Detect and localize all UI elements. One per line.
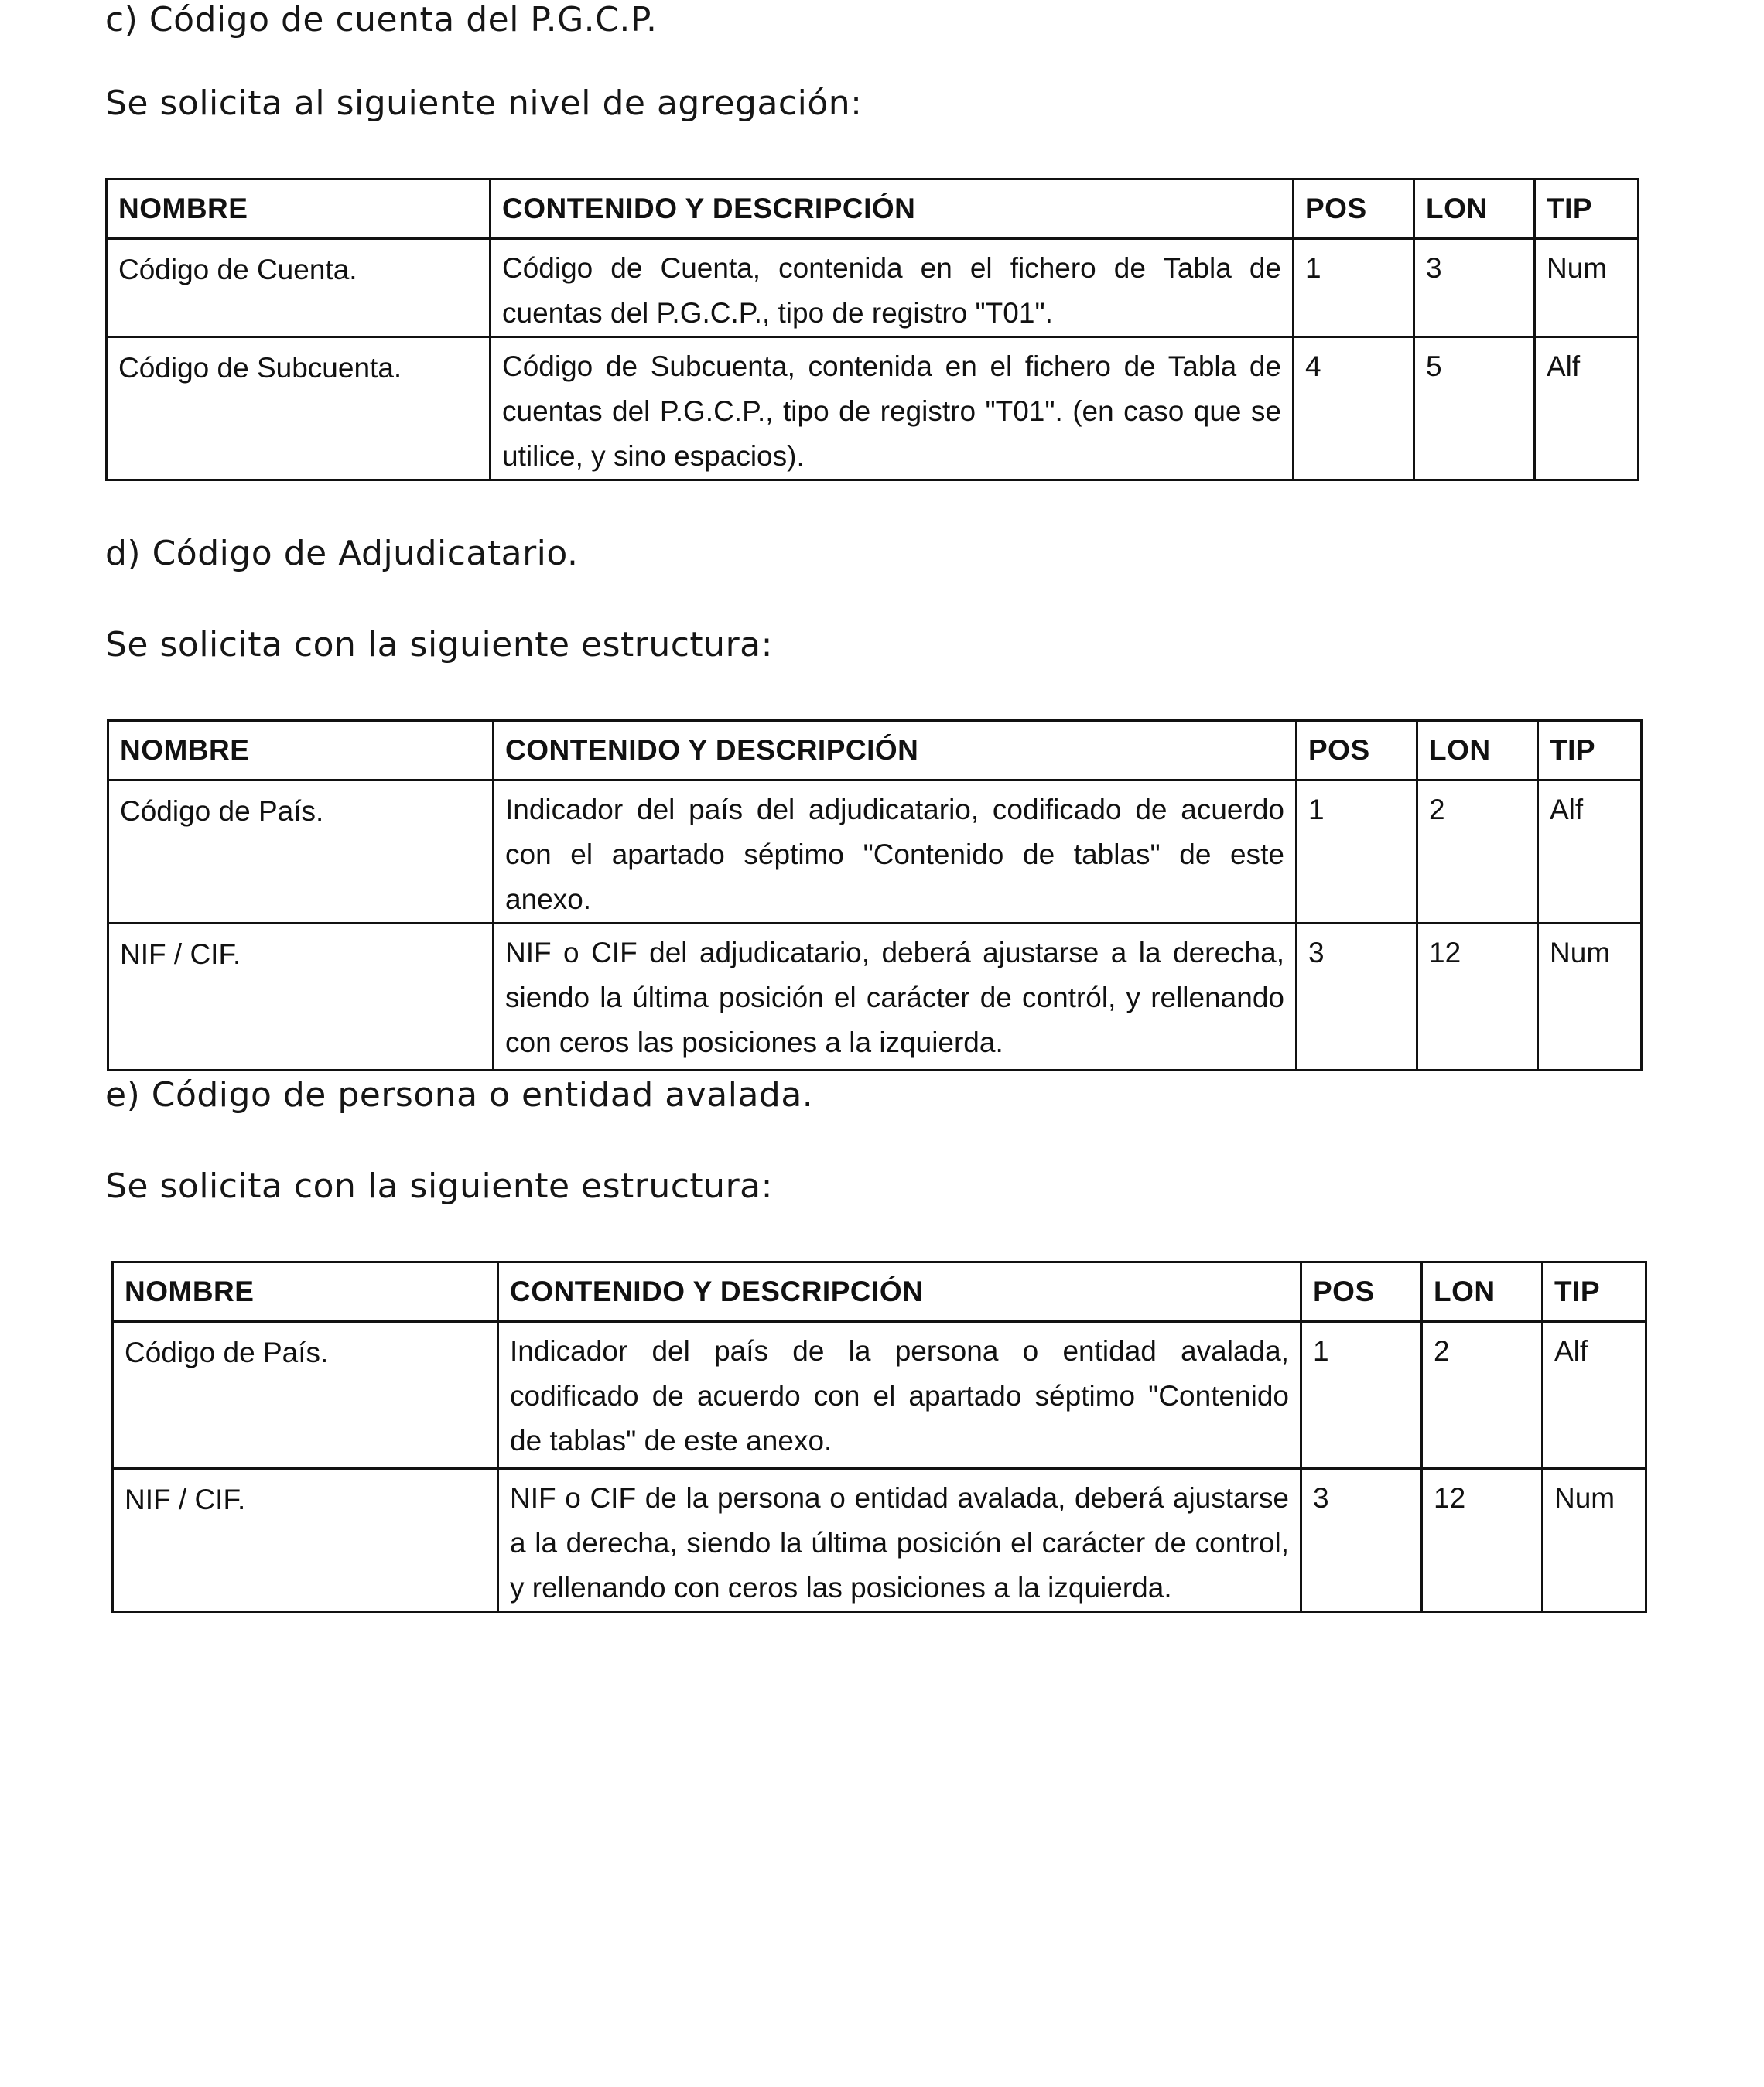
cell-nombre: Código de Cuenta. [107,239,491,337]
section-c-intro: Se solicita al siguiente nivel de agregación: [105,84,863,123]
header-contenido: CONTENIDO Y DESCRIPCIÓN [491,179,1294,239]
cell-nombre: NIF / CIF. [113,1469,498,1612]
cell-lon: 2 [1422,1322,1543,1469]
cell-lon: 3 [1414,239,1535,337]
cell-nombre: Código de País. [108,780,494,924]
header-nombre: NOMBRE [107,179,491,239]
cell-tip: Num [1538,924,1642,1071]
cell-tip: Alf [1538,780,1642,924]
cell-pos: 1 [1294,239,1414,337]
header-pos: POS [1301,1262,1422,1322]
section-c-heading: c) Código de cuenta del P.G.C.P. [105,0,658,39]
cell-lon: 12 [1417,924,1538,1071]
table-row [107,337,1639,480]
header-nombre: NOMBRE [113,1262,498,1322]
section-e-intro: Se solicita con la siguiente estructura: [105,1166,773,1206]
cell-tip: Alf [1535,337,1639,480]
cell-nombre: NIF / CIF. [108,924,494,1071]
header-tip: TIP [1543,1262,1646,1322]
cell-tip: Num [1543,1469,1646,1612]
cell-pos: 4 [1294,337,1414,480]
table-row [107,239,1639,337]
cell-pos: 3 [1297,924,1417,1071]
cell-pos: 1 [1297,780,1417,924]
cell-nombre: Código de Subcuenta. [107,337,491,480]
cell-descripcion: Indicador del país del adjudicatario, codificado de acuerdo con el apartado séptimo "Contenido de tablas" de este anexo. [494,780,1297,924]
header-contenido: CONTENIDO Y DESCRIPCIÓN [498,1262,1301,1322]
table-header-row [113,1262,1646,1322]
cell-lon: 12 [1422,1469,1543,1612]
cell-lon: 5 [1414,337,1535,480]
cell-nombre: Código de País. [113,1322,498,1469]
header-nombre: NOMBRE [108,721,494,780]
table-row [108,780,1642,924]
cell-descripcion: Código de Subcuenta, contenida en el fichero de Tabla de cuentas del P.G.C.P., tipo de registro "T01". (en caso que se utilice, y sino espacios). [491,337,1294,480]
cell-pos: 1 [1301,1322,1422,1469]
cell-descripcion: Código de Cuenta, contenida en el fichero de Tabla de cuentas del P.G.C.P., tipo de registro "T01". [491,239,1294,337]
table-header-row [108,721,1642,780]
header-lon: LON [1414,179,1535,239]
section-e-heading: e) Código de persona o entidad avalada. [105,1075,814,1115]
header-contenido: CONTENIDO Y DESCRIPCIÓN [494,721,1297,780]
header-pos: POS [1294,179,1414,239]
cell-tip: Alf [1543,1322,1646,1469]
table-row [113,1469,1646,1612]
table-header-row [107,179,1639,239]
cell-pos: 3 [1301,1469,1422,1612]
cell-descripcion: Indicador del país de la persona o entidad avalada, codificado de acuerdo con el apartado séptimo "Contenido de tablas" de este anexo. [498,1322,1301,1469]
cell-lon: 2 [1417,780,1538,924]
section-d-table [107,719,1643,1071]
header-pos: POS [1297,721,1417,780]
cell-descripcion: NIF o CIF del adjudicatario, deberá ajustarse a la derecha, siendo la última posición el carácter de contról, y rellenando con ceros las posiciones a la izquierda. [494,924,1297,1071]
cell-descripcion: NIF o CIF de la persona o entidad avalada, deberá ajustarse a la derecha, siendo la última posición el carácter de control, y rellenando con ceros las posiciones a la izquierda. [498,1469,1301,1612]
header-tip: TIP [1535,179,1639,239]
cell-tip: Num [1535,239,1639,337]
table-row [113,1322,1646,1469]
section-d-heading: d) Código de Adjudicatario. [105,534,579,573]
header-tip: TIP [1538,721,1642,780]
section-d-intro: Se solicita con la siguiente estructura: [105,625,773,664]
header-lon: LON [1417,721,1538,780]
section-c-table [105,178,1639,481]
table-row [108,924,1642,1071]
header-lon: LON [1422,1262,1543,1322]
section-e-table [111,1261,1647,1613]
